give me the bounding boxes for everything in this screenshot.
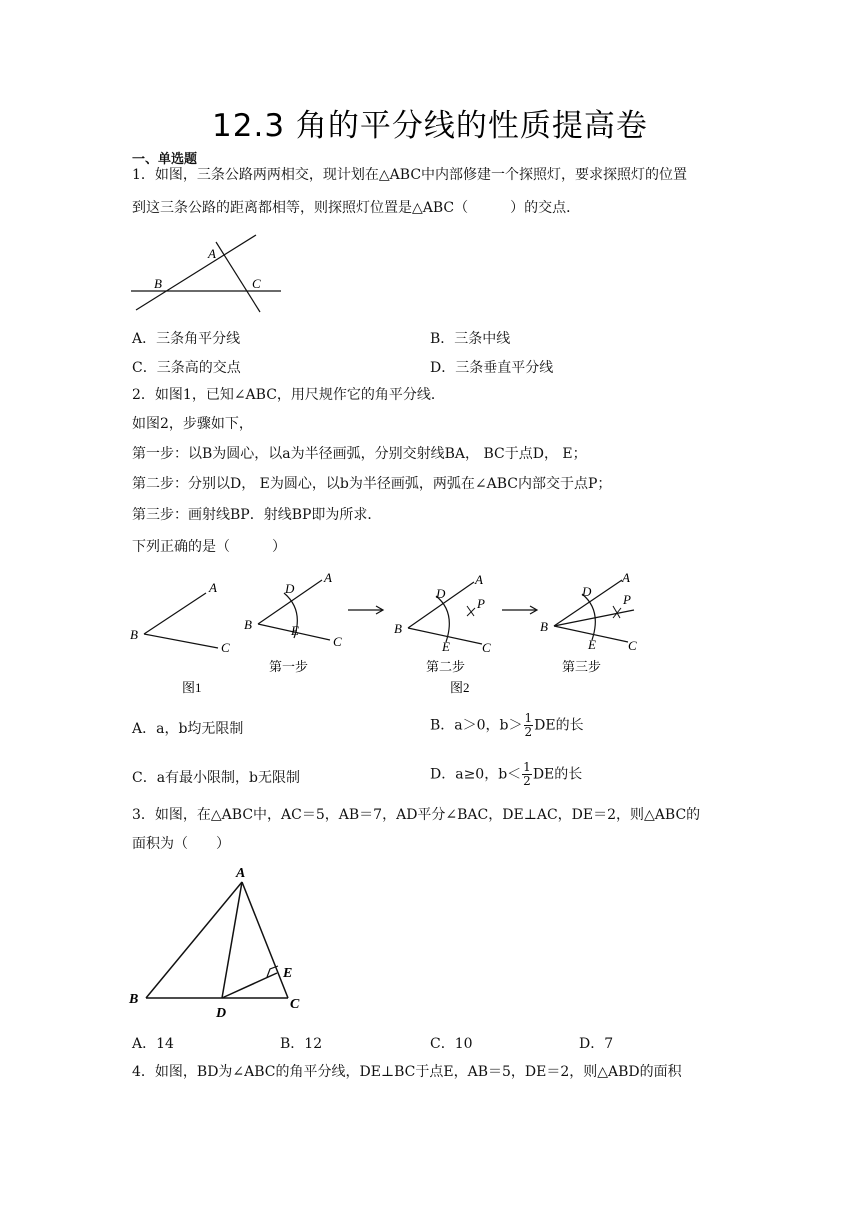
q2-option-a[interactable]: A．a，b均无限制 [132,721,244,737]
q2-step2-label-c: C [482,640,491,655]
q3-option-d[interactable]: D．7 [579,1036,614,1052]
q2-step2-label-b: B [394,621,402,636]
q1-text-line2: 到这三条公路的距离都相等，则探照灯位置是△ABC（ ）的交点． [132,200,581,216]
q2-text-line1: 2．如图1，已知∠ABC，用尺规作它的角平分线． [132,387,445,403]
q2-caption-fig1: 图1 [182,680,202,695]
q1-text-line1: 1．如图，三条公路两两相交，现计划在△ABC中内部修建一个探照灯，要求探照灯的位置 [132,167,688,183]
q3-option-c[interactable]: C．10 [430,1036,473,1052]
q2-step3-label-c: C [628,638,637,653]
q2-step3-label-d: D [582,584,592,599]
q2-option-b-fraction: $\frac{1}{2}$ [524,711,533,739]
q3-text-line1: 3．如图，在△ABC中，AC＝5，AB＝7，AD平分∠BAC，DE⊥AC，DE＝2，则△ABC的 [132,807,701,823]
q2-step3-label-e: E [588,637,596,652]
q2-text-line2: 如图2，步骤如下， [132,416,253,432]
q2-step1-label-e: E [291,623,299,638]
q2-option-c[interactable]: C．a有最小限制，b无限制 [132,770,301,786]
q2-option-d-prefix: D．a≥0，b＜ [430,766,522,783]
q2-caption-step2: 第二步 [426,659,466,674]
q4-text-line1: 4．如图，BD为∠ABC的角平分线，DE⊥BC于点E，AB＝5，DE＝2，则△ABD的面积 [132,1064,682,1080]
section-heading: 一、单选题 [132,152,198,167]
q2-prompt: 下列正确的是（ ） [132,539,286,555]
q3-label-e: E [283,966,293,981]
q2-option-b[interactable] [430,712,584,739]
q2-option-d-fraction: $\frac{1}{2}$ [523,760,531,788]
q2-step2-label-e: E [442,639,450,654]
q2-step2-label-d: D [436,586,446,601]
q3-label-b: B [129,992,139,1007]
q1-label-b: B [154,276,162,291]
q3-label-a: A [236,866,246,881]
q2-caption-step3: 第三步 [562,659,602,674]
q2-step3-label-b: B [540,619,548,634]
q3-label-c: C [290,997,300,1012]
q2-fig1-label-b: B [130,627,138,642]
q2-step1-label-d: D [285,581,295,596]
q2-step3-label-p: P [623,592,631,607]
q2-step1-label-a: A [324,570,332,585]
q1-option-c[interactable]: C．三条高的交点 [132,360,241,376]
q2-step3: 第三步：画射线BP．射线BP即为所求． [132,507,382,523]
q2-step2-label-p: P [477,596,485,611]
q2-figure [126,568,646,698]
q2-option-b-suffix: DE的长 [534,717,584,734]
q3-figure [126,862,316,1022]
q2-step1-label-c: C [333,634,342,649]
q2-fig1-label-a: A [209,580,217,595]
q2-step1: 第一步：以B为圆心，以a为半径画弧，分别交射线BA， BC于点D， E； [132,446,587,462]
q2-option-d[interactable] [430,761,582,788]
q1-option-d[interactable]: D．三条垂直平分线 [430,360,554,376]
q1-figure [128,232,288,312]
q1-option-a[interactable]: A．三条角平分线 [132,331,241,347]
q3-text-line2: 面积为（ ） [132,836,230,852]
q1-label-c: C [252,276,261,291]
q2-caption-step1: 第一步 [269,659,309,674]
q3-option-a[interactable]: A．14 [132,1036,174,1052]
q2-step3-label-a: A [622,570,630,585]
page-title: 12.3 角的平分线的性质提高卷 [212,108,648,144]
q3-option-b[interactable]: B．12 [280,1036,323,1052]
q2-step2: 第二步：分别以D， E为圆心，以b为半径画弧，两弧在∠ABC内部交于点P； [132,476,612,492]
q2-caption-fig2: 图2 [450,680,470,695]
q3-label-d: D [216,1006,227,1021]
q2-step1-label-b: B [244,617,252,632]
q1-option-b[interactable]: B．三条中线 [430,331,511,347]
q1-label-a: A [208,246,216,261]
q2-option-d-suffix: DE的长 [532,766,583,783]
q2-step2-label-a: A [475,572,483,587]
q2-fig1-label-c: C [221,640,230,655]
q2-option-b-prefix: B．a＞0，b＞ [430,717,523,734]
